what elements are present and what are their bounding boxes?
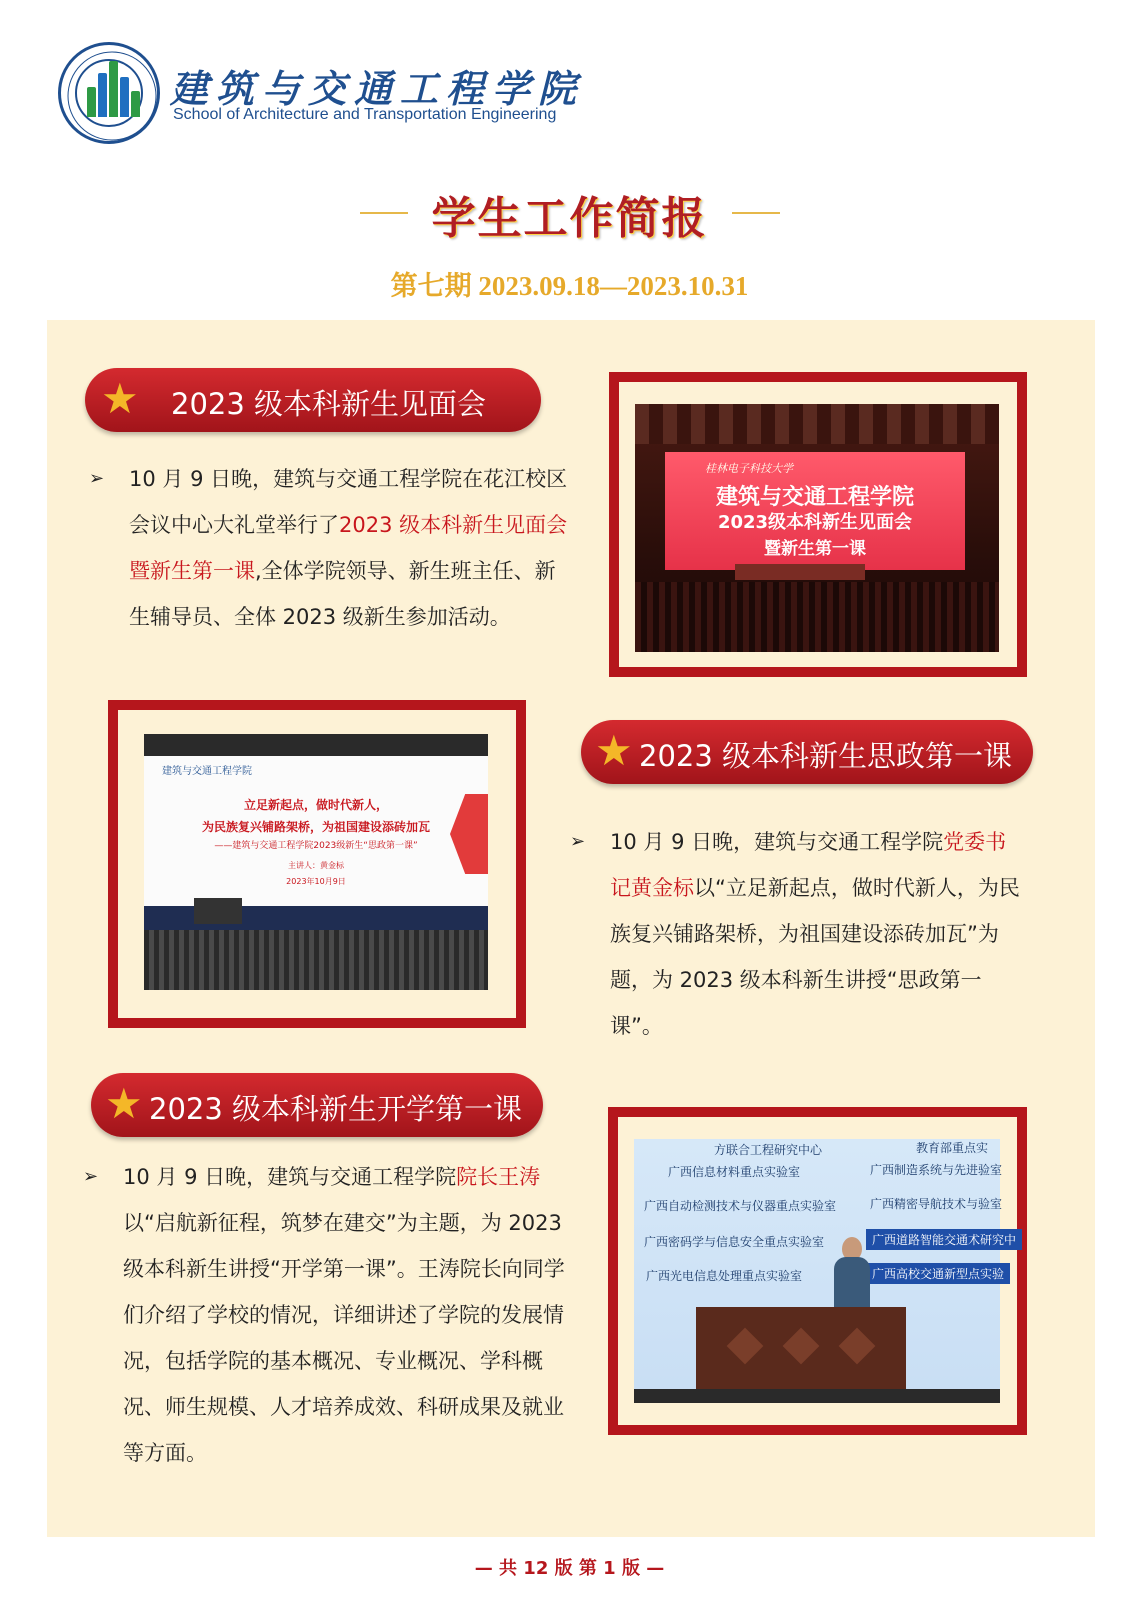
photo-frame-2 [108,700,526,1028]
photo-frame-1 [609,372,1027,677]
section-paragraph-2: ➢ 10 月 9 日晚，建筑与交通工程学院党委书记黄金标以“立足新起点，做时代新人，为民族复兴铺路架桥，为祖国建设添砖加瓦”为题，为 2023 级本科新生讲授“思政第一课”。 [610,819,1022,1049]
highlight-text: 院长王涛 [456,1165,541,1189]
arrow-bullet-icon: ➢ [89,468,105,489]
title-left-rule [360,212,408,214]
highlight-text: 2023 级本科新生见面会暨新生第一课 [129,513,568,583]
arrow-bullet-icon: ➢ [83,1166,99,1187]
page-footer: — 共 12 版 第 1 版 — [474,1558,665,1579]
content-panel [47,320,1095,1537]
title-block [0,182,1139,242]
lab-list-photo: 方联合工程研究中心 广西信息材料重点实验室 广西自动检测技术与仪器重点实验室 广西密码学与信息安全重点实验室 广西光电信息处理重点实验室 教育部重点实 广西制造系统与先进验室 广西精密导航技术与验室 广西道路智能交通术研究中 广西高校交通新型点实验 [634,1139,1000,1403]
star-icon: ★ [105,1079,143,1128]
school-name-cn: 建筑与交通工程学院 [170,66,585,111]
header [58,42,618,152]
section-heading-2 [581,720,1033,784]
school-logo [58,42,160,144]
section-heading-label: 2023 级本科新生思政第一课 [639,739,1013,773]
section-heading-3 [91,1073,543,1137]
issue-info: 第七期 2023.09.18—2023.10.31 [390,271,749,301]
lecture-slide-photo: 建筑与交通工程学院 立足新起点，做时代新人， 为民族复兴铺路架桥，为祖国建设添砖加瓦 ——建筑与交通工程学院2023级新生“思政第一课” 主讲人：黄金标 2023年10月9日 [144,734,488,990]
highlight-text: 党委书记黄金标 [610,830,1007,900]
section-heading-label: 2023 级本科新生见面会 [171,387,487,421]
star-icon: ★ [101,374,139,423]
arrow-bullet-icon: ➢ [570,831,586,852]
page-title: 学生工作简报 [431,193,708,244]
auditorium-photo: 桂林电子科技大学 建筑与交通工程学院 2023级本科新生见面会 暨新生第一课 [635,404,999,646]
school-name-en: School of Architecture and Transportation Engineering [173,106,557,123]
photo-frame-3 [608,1107,1027,1435]
star-icon: ★ [595,726,633,775]
title-right-rule [732,212,780,214]
section-paragraph-1: ➢ 10 月 9 日晚，建筑与交通工程学院在花江校区会议中心大礼堂举行了2023 级本科新生见面会暨新生第一课,全体学院领导、新生班主任、新生辅导员、全体 2023 级新生参加活动。 [129,456,569,640]
section-heading-1 [85,368,541,432]
section-paragraph-3: ➢ 10 月 9 日晚，建筑与交通工程学院院长王涛以“启航新征程，筑梦在建交”为主题，为 2023 级本科新生讲授“开学第一课”。王涛院长向同学们介绍了学校的情况，详细讲述了学院的发展情况，包括学院的基本概况、专业概况、学科概况、师生规模、人才培养成效、科研成果及就业等方面。 [123,1154,569,1476]
section-heading-label: 2023 级本科新生开学第一课 [149,1092,523,1126]
